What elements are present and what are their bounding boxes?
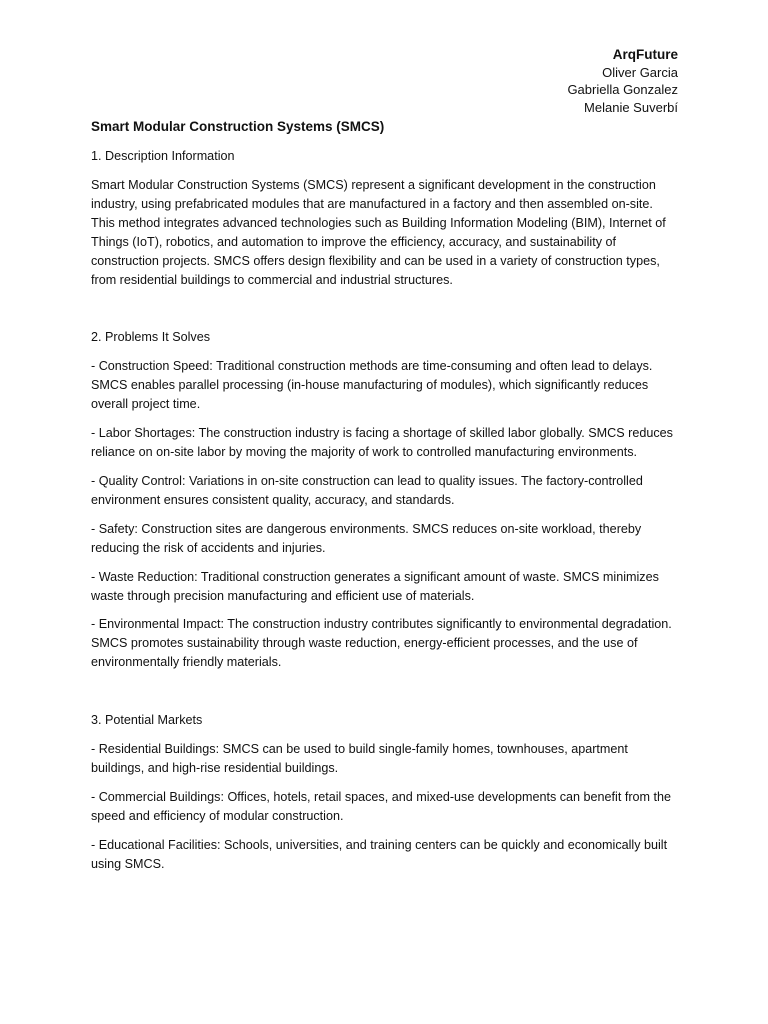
author-name: Oliver Garcia: [602, 64, 678, 80]
author-name: Gabriella Gonzalez: [567, 82, 678, 97]
problem-item: - Waste Reduction: Traditional construction generates a significant amount of waste. SMCS minimizes waste through precision manufacturing and efficient use of materials.: [91, 569, 659, 603]
problem-item: - Environmental Impact: The construction industry contributes significantly to environmental degradation. SMCS promotes sustainability through waste reduction, energy-efficient processes, and the use of environmentally friendly materials.: [91, 617, 672, 670]
problem-item: - Construction Speed: Traditional construction methods are time-consuming and often lead to delays. SMCS enables parallel processing (in-house manufacturing of modules), which significantly reduces overall project time.: [91, 359, 653, 412]
market-item: - Residential Buildings: SMCS can be used to build single-family homes, townhouses, apartment buildings, and high-rise residential buildings.: [91, 742, 628, 776]
problem-item: - Quality Control: Variations in on-site construction can lead to quality issues. The factory-controlled environment ensures consistent quality, accuracy, and standards.: [91, 473, 643, 507]
problem-item: - Labor Shortages: The construction industry is facing a shortage of skilled labor globally. SMCS reduces reliance on on-site labor by moving the majority of work to controlled manufacturing environments.: [91, 426, 673, 460]
document-header: [91, 46, 678, 116]
description-paragraph: Smart Modular Construction Systems (SMCS) represent a significant development in the construction industry, using prefabricated modules that are manufactured in a factory and then assembled on-site. This method integrates advanced technologies such as Building Information Modeling (BIM), Internet of Things (IoT), robotics, and automation to improve the efficiency, accuracy, and sustainability of construction projects. SMCS offers design flexibility and can be used in a variety of construction types, from residential buildings to commercial and industrial structures.: [91, 178, 666, 287]
section-spacer: [91, 289, 678, 317]
document-title: Smart Modular Construction Systems (SMCS): [91, 119, 385, 134]
section-spacer: [91, 672, 678, 700]
market-item: - Commercial Buildings: Offices, hotels, retail spaces, and mixed-use developments can benefit from the speed and efficiency of modular construction.: [91, 789, 672, 823]
section-heading-description: 1. Description Information: [91, 149, 235, 163]
company-name: ArqFuture: [612, 47, 678, 62]
section-heading-markets: 3. Potential Markets: [91, 713, 203, 728]
problem-item: - Safety: Construction sites are dangerous environments. SMCS reduces on-site workload, thereby reducing the risk of accidents and injuries.: [91, 521, 642, 555]
author-name: Melanie Suverbí: [584, 99, 678, 115]
section-heading-problems: 2. Problems It Solves: [91, 330, 210, 345]
market-item: - Educational Facilities: Schools, universities, and training centers can be quickly and economically built using SMCS.: [91, 837, 668, 871]
